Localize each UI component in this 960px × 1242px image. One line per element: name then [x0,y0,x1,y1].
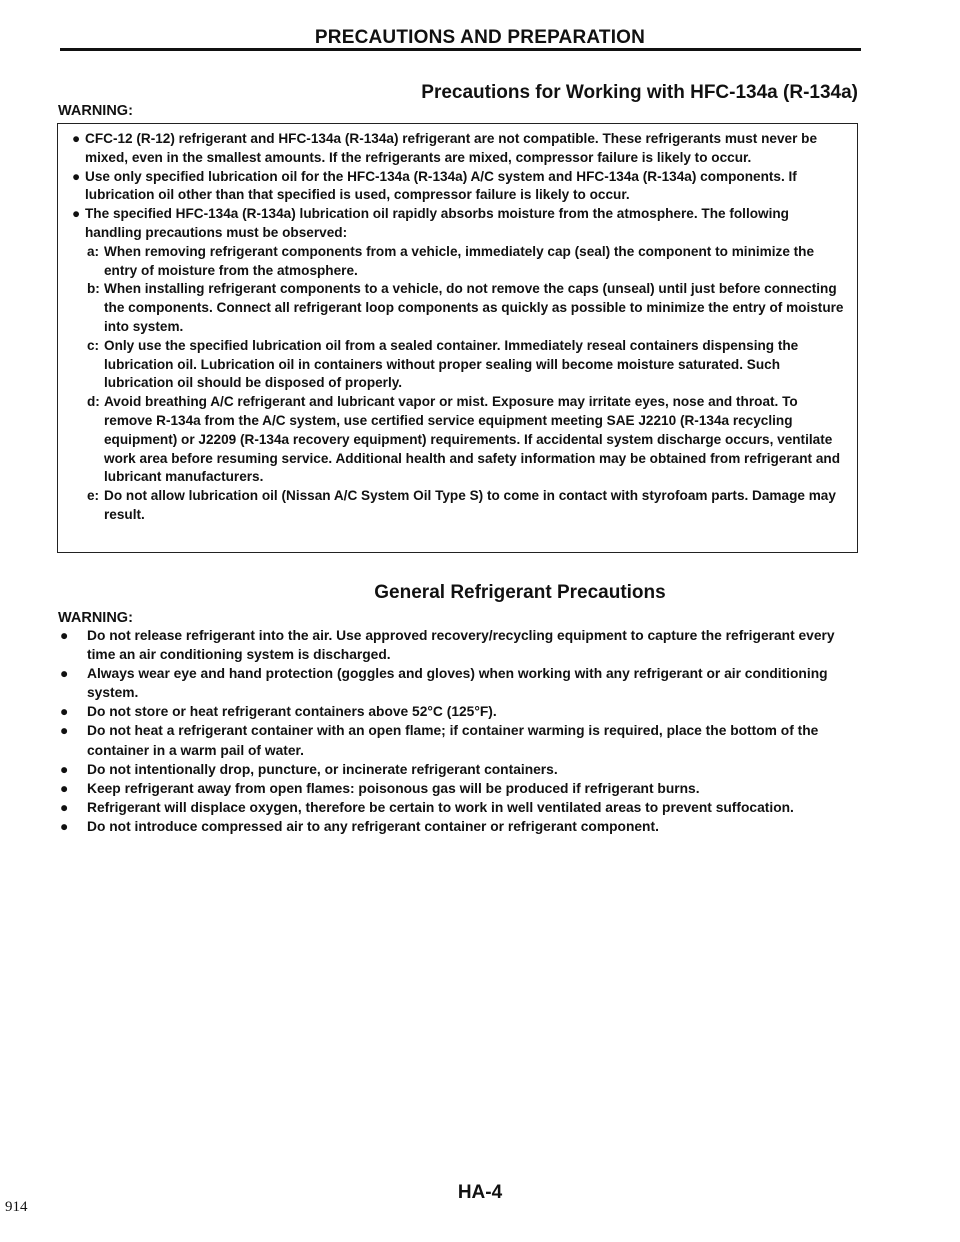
list-item [58,817,860,836]
bullet-dot: ● [60,818,69,834]
bullet-dot: ● [60,723,69,739]
bullet-dot: ● [60,628,69,643]
warning-bullet [72,168,849,206]
list-item-text: Refrigerant will displace oxygen, therefore be certain to work in well ventilated areas to prevent suffocation. [87,799,794,815]
sub-item-label: a: [87,243,100,259]
list-item [58,702,860,721]
sub-item-label: b: [87,281,100,297]
list-item [58,760,860,779]
list-item [58,798,860,817]
bullet-dot: ● [60,780,69,796]
sub-item [72,243,849,281]
warning-bullet-text: CFC-12 (R-12) refrigerant and HFC-134a (R-134a) refrigerant are not compatible. These refrigerants must never be mixed, even in the smallest amounts. If the refrigerants are mixed, compressor failure is likely to occur. [85,131,817,165]
warning-bullet-text: The specified HFC-134a (R-134a) lubrication oil rapidly absorbs moisture from the atmosphere. The following handling precautions must be observed: [85,206,789,240]
page-header-title: PRECAUTIONS AND PREPARATION [314,27,646,48]
warning-label: WARNING: [58,103,133,119]
list-item-text: Keep refrigerant away from open flames: poisonous gas will be produced if refrigerant burns. [87,780,700,796]
list-item-text: Always wear eye and hand protection (goggles and gloves) when working with any refrigerant or air conditioning system. [87,666,828,701]
warning-label: WARNING: [58,610,133,626]
sub-item [72,337,849,393]
sub-item-text: Do not allow lubrication oil (Nissan A/C System Oil Type S) to come in contact with styrofoam parts. Damage may result. [104,488,836,522]
sub-item-text: Only use the specified lubrication oil from a sealed container. Immediately reseal containers dispensing the lubrication oil. Lubrication oil in containers without proper sealing will become moisture saturated. Such lubrication oil should be disposed of properly. [104,337,799,391]
bullet-dot: ● [60,799,69,815]
list-item-text: Do not release refrigerant into the air. Use approved recovery/recycling equipment to capture the refrigerant every time an air conditioning system is discharged. [87,628,835,663]
section-title-general: General Refrigerant Precautions [374,582,666,603]
sub-item-label: e: [87,488,100,504]
list-item-text: Do not heat a refrigerant container with an open flame; if container warming is required, place the bottom of the container in a warm pail of water. [87,723,819,758]
sub-item-text: Avoid breathing A/C refrigerant and lubricant vapor or mist. Exposure may irritate eyes, nose and throat. To remove R-134a from the A/C system, use certified service equipment meeting SAE J2210 (R-134a recycling equipment) or J2209 (R-134a recovery equipment) requirements. If accidental system discharge occurs, ventilate work area before resuming service. Additional health and safety information may be obtained from refrigerant and lubricant manufacturers. [104,394,840,485]
list-item-text: Do not intentionally drop, puncture, or incinerate refrigerant containers. [87,761,558,777]
bullet-dot: ● [72,206,81,222]
sub-item [72,393,849,487]
sub-item-label: c: [87,337,100,353]
sub-item [72,487,849,525]
list-item [58,664,860,702]
list-item [58,721,860,759]
sub-item-text: When removing refrigerant components from a vehicle, immediately cap (seal) the component to minimize the entry of moisture from the atmosphere. [104,243,815,278]
list-item [58,779,860,798]
bullet-dot: ● [60,704,69,720]
bullet-dot: ● [72,168,81,184]
header-rule [60,48,861,51]
warning-bullet [72,205,849,243]
page-number: 914 [5,1199,28,1215]
warning-box [57,123,858,553]
warning-box-content [72,130,849,525]
general-precautions-list [58,626,860,836]
warning-bullet-text: Use only specified lubrication oil for the HFC-134a (R-134a) A/C system and HFC-134a (R-134a) components. If lubrication oil other than that specified is used, compressor failure is likely to occur. [85,168,797,203]
section-title-hfc134a: Precautions for Working with HFC-134a (R-134a) [421,82,858,103]
page-section-label: HA-4 [457,1182,503,1203]
warning-bullet [72,130,849,168]
sub-item [72,280,849,336]
sub-item-label: d: [87,394,100,410]
sub-item-text: When installing refrigerant components to a vehicle, do not remove the caps (unseal) until just before connecting the components. Connect all refrigerant loop components as quickly as possible to minimize the entry of moisture into system. [104,281,844,334]
list-item [58,626,860,664]
bullet-dot: ● [72,131,81,146]
list-item-text: Do not introduce compressed air to any refrigerant container or refrigerant component. [87,818,659,834]
bullet-dot: ● [60,666,69,682]
list-item-text: Do not store or heat refrigerant containers above 52°C (125°F). [87,704,497,720]
bullet-dot: ● [60,761,69,777]
